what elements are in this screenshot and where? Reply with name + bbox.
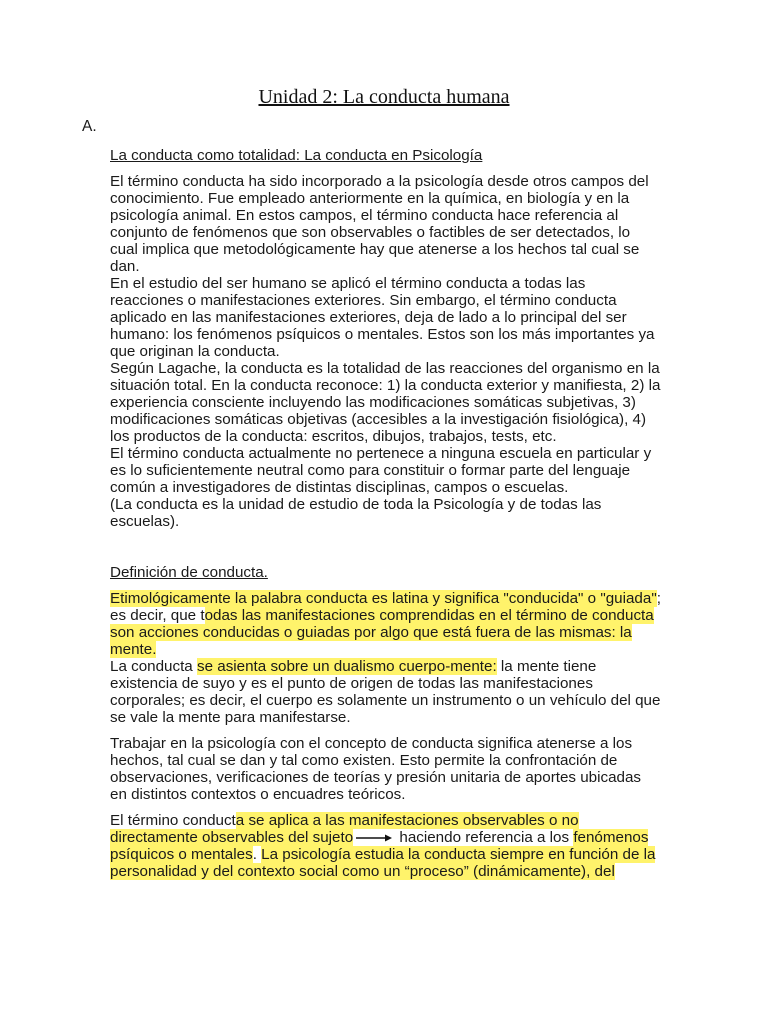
paragraph-termino-aplica [110, 812, 662, 880]
highlighted-text: odas las manifestaciones comprendidas en el término de conducta son acciones conducidas o guiadas por algo que está fuera de las mismas: la mente. [110, 607, 654, 658]
paragraph-dualismo [110, 658, 662, 726]
plain-text: El término conduct [110, 812, 236, 829]
document-title: Unidad 2: La conducta humana [258, 86, 510, 108]
plain-text: la mente tiene existencia de suyo y es el punto de origen de todas las manifestaciones corporales; es decir, el cuerpo es solamente un instrumento o un vehículo del que se vale la mente para manifestarse. [110, 658, 661, 726]
highlighted-text: a se aplica a las manifestaciones observables o no directamente observables del sujeto [110, 812, 579, 846]
plain-text: haciendo referencia a los [395, 829, 574, 846]
paragraph-lagache: Según Lagache, la conducta es la totalidad de las reacciones del organismo en la situación total. En la conducta reconoce: 1) la conducta exterior y manifiesta, 2) la experiencia consciente incluyendo las modificaciones somáticas subjetivas, 3) modificaciones somáticas objetivas (accesibles a la investigación fisiológica), 4) los productos de la conducta: escritos, dibujos, trabajos, tests, etc. [110, 360, 661, 445]
paragraph-neutral: El término conducta actualmente no pertenece a ninguna escuela en particular y es lo suficientemente neutral como para constituir o formar parte del lenguaje común a investigadores de distintas disciplinas, campos o escuelas. [110, 445, 652, 496]
paragraph-ser-humano: En el estudio del ser humano se aplicó el término conducta a todas las reacciones o manifestaciones exteriores. Sin embargo, el término conducta aplicado en las manifestaciones exteriores, deja de lado a lo principal del ser humano: los fenómenos psíquicos o mentales. Estos son los más importantes ya que originan la conducta. [110, 275, 655, 360]
highlighted-text: fenómenos psíquicos o mentales [110, 829, 649, 863]
document-body [110, 147, 662, 880]
highlighted-text: Etimológicamente la palabra conducta es latina y significa "conducida" o "guiada" [110, 590, 657, 607]
plain-text: . [252, 846, 262, 863]
plain-text: La conducta [110, 658, 197, 675]
paragraph-unidad-estudio: (La conducta es la unidad de estudio de toda la Psicología y de todas las escuelas). [110, 496, 602, 530]
right-arrow-icon [355, 833, 393, 843]
highlighted-text: se asienta sobre un dualismo cuerpo-mente: [196, 658, 497, 675]
section-letter: A. [82, 118, 97, 135]
section-heading-totalidad: La conducta como totalidad: La conducta en Psicología [110, 147, 483, 164]
paragraph-origen-termino: El término conducta ha sido incorporado a la psicología desde otros campos del conocimiento. Fue empleado anteriormente en la química, en biología y en la psicología animal. En estos campos, el término conducta hace referencia al conjunto de fenómenos que son observables o factibles de ser detectados, lo cual implica que metodológicamente hay que atenerse a los hechos tal cual se dan. [110, 173, 649, 275]
highlighted-text: La psicología estudia la conducta siempre en función de la personalidad y del contexto social como un “proceso” (dinámicamente), del [110, 846, 656, 880]
section-heading-definicion: Definición de conducta. [110, 564, 268, 581]
plain-text: ; es decir, que t [110, 590, 661, 624]
paragraph-trabajar: Trabajar en la psicología con el concepto de conducta significa atenerse a los hechos, tal cual se dan y tal como existen. Esto permite la confrontación de observaciones, verificaciones de teorías y presión unitaria de aportes ubicadas en distintos contextos o encuadres teóricos. [110, 735, 642, 803]
paragraph-etimologia [110, 590, 662, 658]
